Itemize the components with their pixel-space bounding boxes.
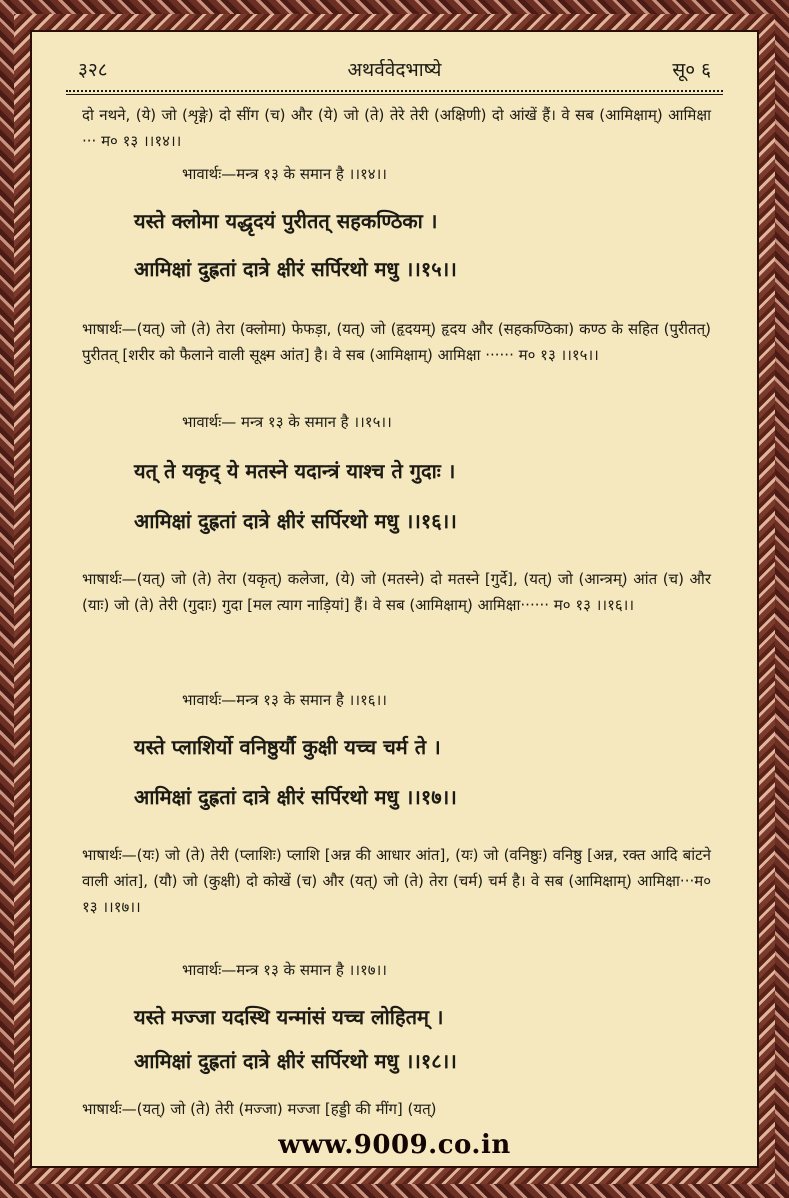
header-rule-dotted bbox=[66, 90, 723, 92]
paragraph-bhasharth-14: दो नथने, (ये) जो (शृङ्गे) दो सींग (च) और (ये) जो (ते) तेरे तेरी (अक्षिणी) दो आंखें हैं। वे सब (आमिक्षाम्) आमिक्षा ··· म० १३ ।।१४।। bbox=[82, 106, 711, 150]
website-watermark: www.9009.co.in bbox=[278, 1130, 511, 1160]
page-header bbox=[68, 56, 721, 86]
footer-band bbox=[38, 1126, 751, 1162]
paragraph-bhasharth-17: भाषार्थः—(यः) जो (ते) तेरी (प्लाशिः) प्लाशि [अन्न की आधार आंत], (यः) जो (वनिष्ठुः) वनिष्ठु [अन्न, रक्त आदि बांटने वाली आंत], (यौ) जो (कुक्षी) दो कोखें (च) और (यत्) जो (ते) तेरा (चर्म) चर्म है। वे सब (आमिक्षाम्) आमिक्षा···म० १३ ।।१७।। bbox=[82, 846, 711, 916]
mantra-18-line-1: यस्ते मज्जा यदस्थि यन्मांसं यच्च लोहितम् । bbox=[134, 1005, 444, 1029]
mantra-17-line-1: यस्ते प्लाशिर्यो वनिष्ठुर्यौ कुक्षी यच्च चर्म ते । bbox=[134, 735, 441, 759]
page-number: ३२८ bbox=[78, 59, 108, 81]
mantra-15-line-2: आमिक्षां दुह्रतां दात्रे क्षीरं सर्पिरथो मधु ।।१५।। bbox=[134, 257, 457, 281]
header-rule bbox=[66, 94, 723, 95]
mantra-16-line-1: यत् ते यकृद् ये मतस्ने यदान्त्रं याश्च ते गुदाः । bbox=[134, 459, 456, 483]
bhavarth-15: भावार्थः— मन्त्र १३ के समान है ।।१५।। bbox=[182, 413, 392, 431]
sukta-number: सू० ६ bbox=[672, 59, 711, 81]
book-page bbox=[38, 38, 751, 1162]
bhavarth-17: भावार्थः—मन्त्र १३ के समान है ।।१७।। bbox=[182, 961, 387, 979]
mantra-16-line-2: आमिक्षां दुह्रतां दात्रे क्षीरं सर्पिरथो मधु ।।१६।। bbox=[134, 509, 457, 533]
mantra-15-line-1: यस्ते क्लोमा यद्धृदयं पुरीतत् सहकण्ठिका । bbox=[134, 209, 438, 233]
paragraph-bhasharth-16: भाषार्थः—(यत्) जो (ते) तेरा (यकृत्) कलेजा, (ये) जो (मतस्ने) दो मतस्ने [गुर्दे], (यत्) जो (आन्त्रम्) आंत (च) और (याः) जो (ते) तेरी (गुदाः) गुदा [मल त्याग नाड़ियां] हैं। वे सब (आमिक्षाम्) आमिक्षा······ म० १३ ।।१६।। bbox=[82, 570, 711, 614]
bhavarth-14: भावार्थः—मन्त्र १३ के समान है ।।१४।। bbox=[182, 165, 387, 183]
mantra-18-line-2: आमिक्षां दुह्रतां दात्रे क्षीरं सर्पिरथो मधु ।।१८।। bbox=[134, 1049, 457, 1073]
mantra-17-line-2: आमिक्षां दुह्रतां दात्रे क्षीरं सर्पिरथो मधु ।।१७।। bbox=[134, 785, 457, 809]
bhavarth-16: भावार्थः—मन्त्र १३ के समान है ।।१६।। bbox=[182, 691, 387, 709]
paragraph-bhasharth-15: भाषार्थः—(यत्) जो (ते) तेरा (क्लोमा) फेफड़ा, (यत्) जो (हृदयम्) हृदय और (सहकण्ठिका) कण्ठ के सहित (पुरीतत्) पुरीतत् [शरीर को फैलाने वाली सूक्ष्म आंत] है। वे सब (आमिक्षाम्) आमिक्षा ······ म० १३ ।।१५।। bbox=[82, 320, 711, 364]
book-title: अथर्ववेदभाष्ये bbox=[347, 59, 442, 81]
paragraph-bhasharth-18: भाषार्थः—(यत्) जो (ते) तेरी (मज्जा) मज्जा [हड्डी की मींग] (यत्) bbox=[82, 1100, 437, 1118]
